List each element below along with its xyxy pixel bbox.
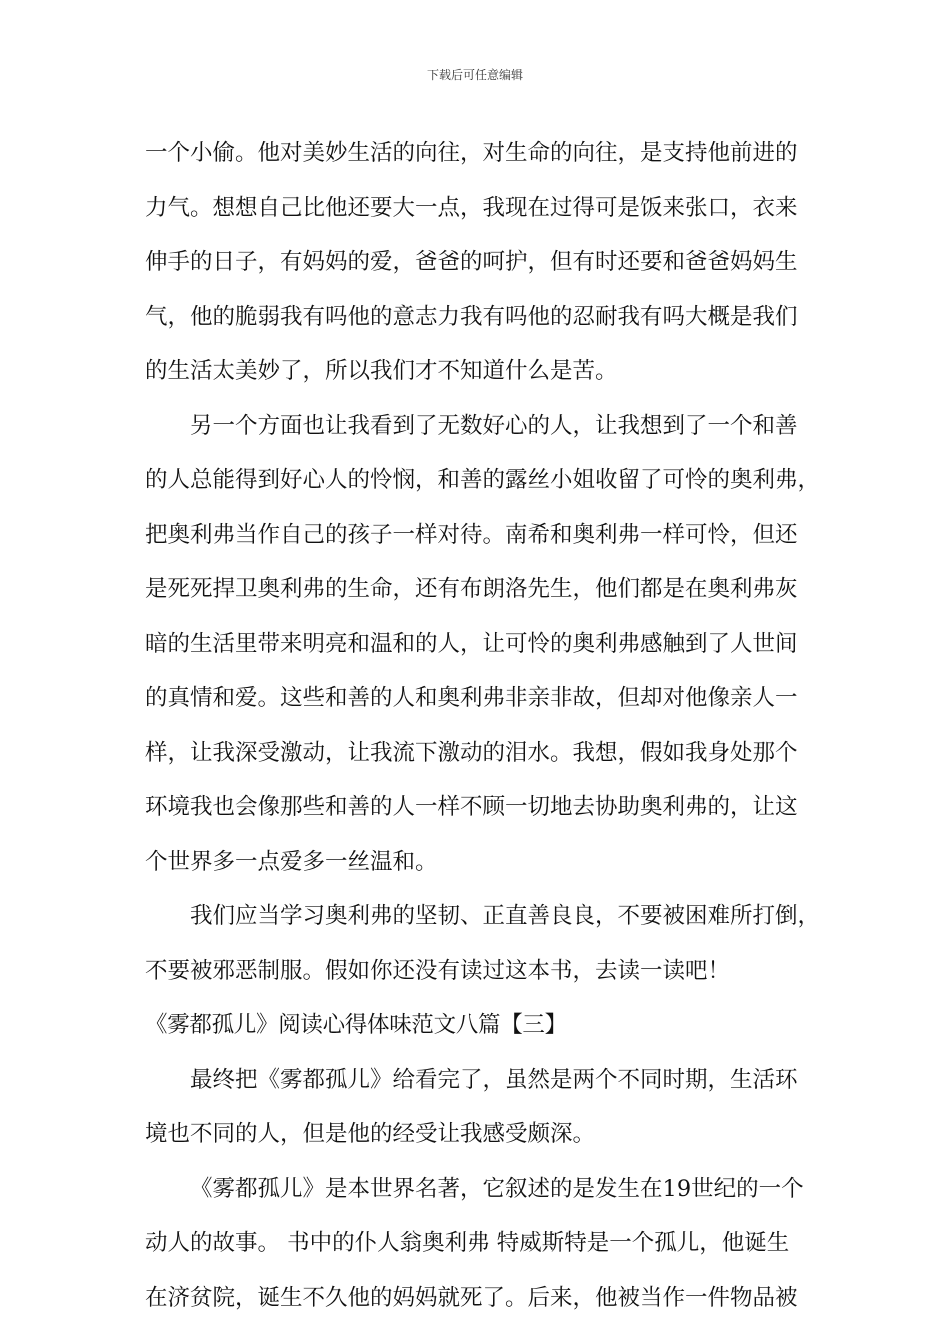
text-line: 暗的生活里带来明亮和温和的人，让可怜的奥利弗感触到了人世间	[145, 630, 798, 657]
text-line: 伸手的日子，有妈妈的爱，爸爸的呵护，但有时还要和爸爸妈妈生	[145, 249, 798, 275]
text-line: 气，他的脆弱我有吗他的意志力我有吗他的忍耐我有吗大概是我们	[145, 303, 798, 330]
text-line: 的人总能得到好心人的怜悯，和善的露丝小姐收留了可怜的奥利弗，	[145, 467, 821, 493]
text-line: 境也不同的人，但是他的经受让我感受颇深。	[145, 1121, 596, 1147]
text-line: 力气。想想自己比他还要大一点，我现在过得可是饭来张口，衣来	[145, 194, 798, 221]
text-line: 样，让我深受激动，让我流下激动的泪水。我想，假如我身处那个	[145, 739, 798, 766]
paragraph-start-line: 最终把《雾都孤儿》给看完了，虽然是两个不同时期，生活环	[190, 1066, 798, 1093]
text-line: 动人的故事。 书中的仆人翁奥利弗 特威斯特是一个孤儿，他诞生	[145, 1230, 790, 1256]
text-line: 在济贫院，诞生不久他的妈妈就死了。后来，他被当作一件物品被	[145, 1284, 798, 1311]
document-body	[145, 126, 821, 1325]
paragraph-start-line: 我们应当学习奥利弗的坚韧、正直善良良，不要被困难所打倒，	[190, 903, 821, 929]
text-line: 环境我也会像那些和善的人一样不顾一切地去协助奥利弗的，让这	[145, 794, 798, 820]
text-line: 的生活太美妙了，所以我们才不知道什么是苦。	[145, 358, 618, 384]
section-heading: 《雾都孤儿》阅读心得体味范文八篇【三】	[145, 1012, 567, 1038]
page-header: 下载后可任意编辑	[426, 68, 523, 82]
text-line: 是死死捍卫奥利弗的生命，还有布朗洛先生，他们都是在奥利弗灰	[145, 576, 798, 602]
paragraph-start-line: 《雾都孤儿》是本世界名著，它叙述的是发生在19世纪的一个	[190, 1175, 804, 1202]
text-line: 不要被邪恶制服。假如你还没有读过这本书，去读一读吧！	[145, 957, 731, 984]
paragraph-start-line: 另一个方面也让我看到了无数好心的人，让我想到了一个和善	[190, 412, 798, 439]
text-line: 个世界多一点爱多一丝温和。	[145, 848, 438, 875]
text-line: 的真情和爱。这些和善的人和奥利弗非亲非故，但却对他像亲人一	[145, 685, 798, 711]
text-line: 一个小偷。他对美妙生活的向往，对生命的向往，是支持他前进的	[145, 140, 798, 166]
text-line: 把奥利弗当作自己的孩子一样对待。南希和奥利弗一样可怜，但还	[145, 521, 798, 548]
